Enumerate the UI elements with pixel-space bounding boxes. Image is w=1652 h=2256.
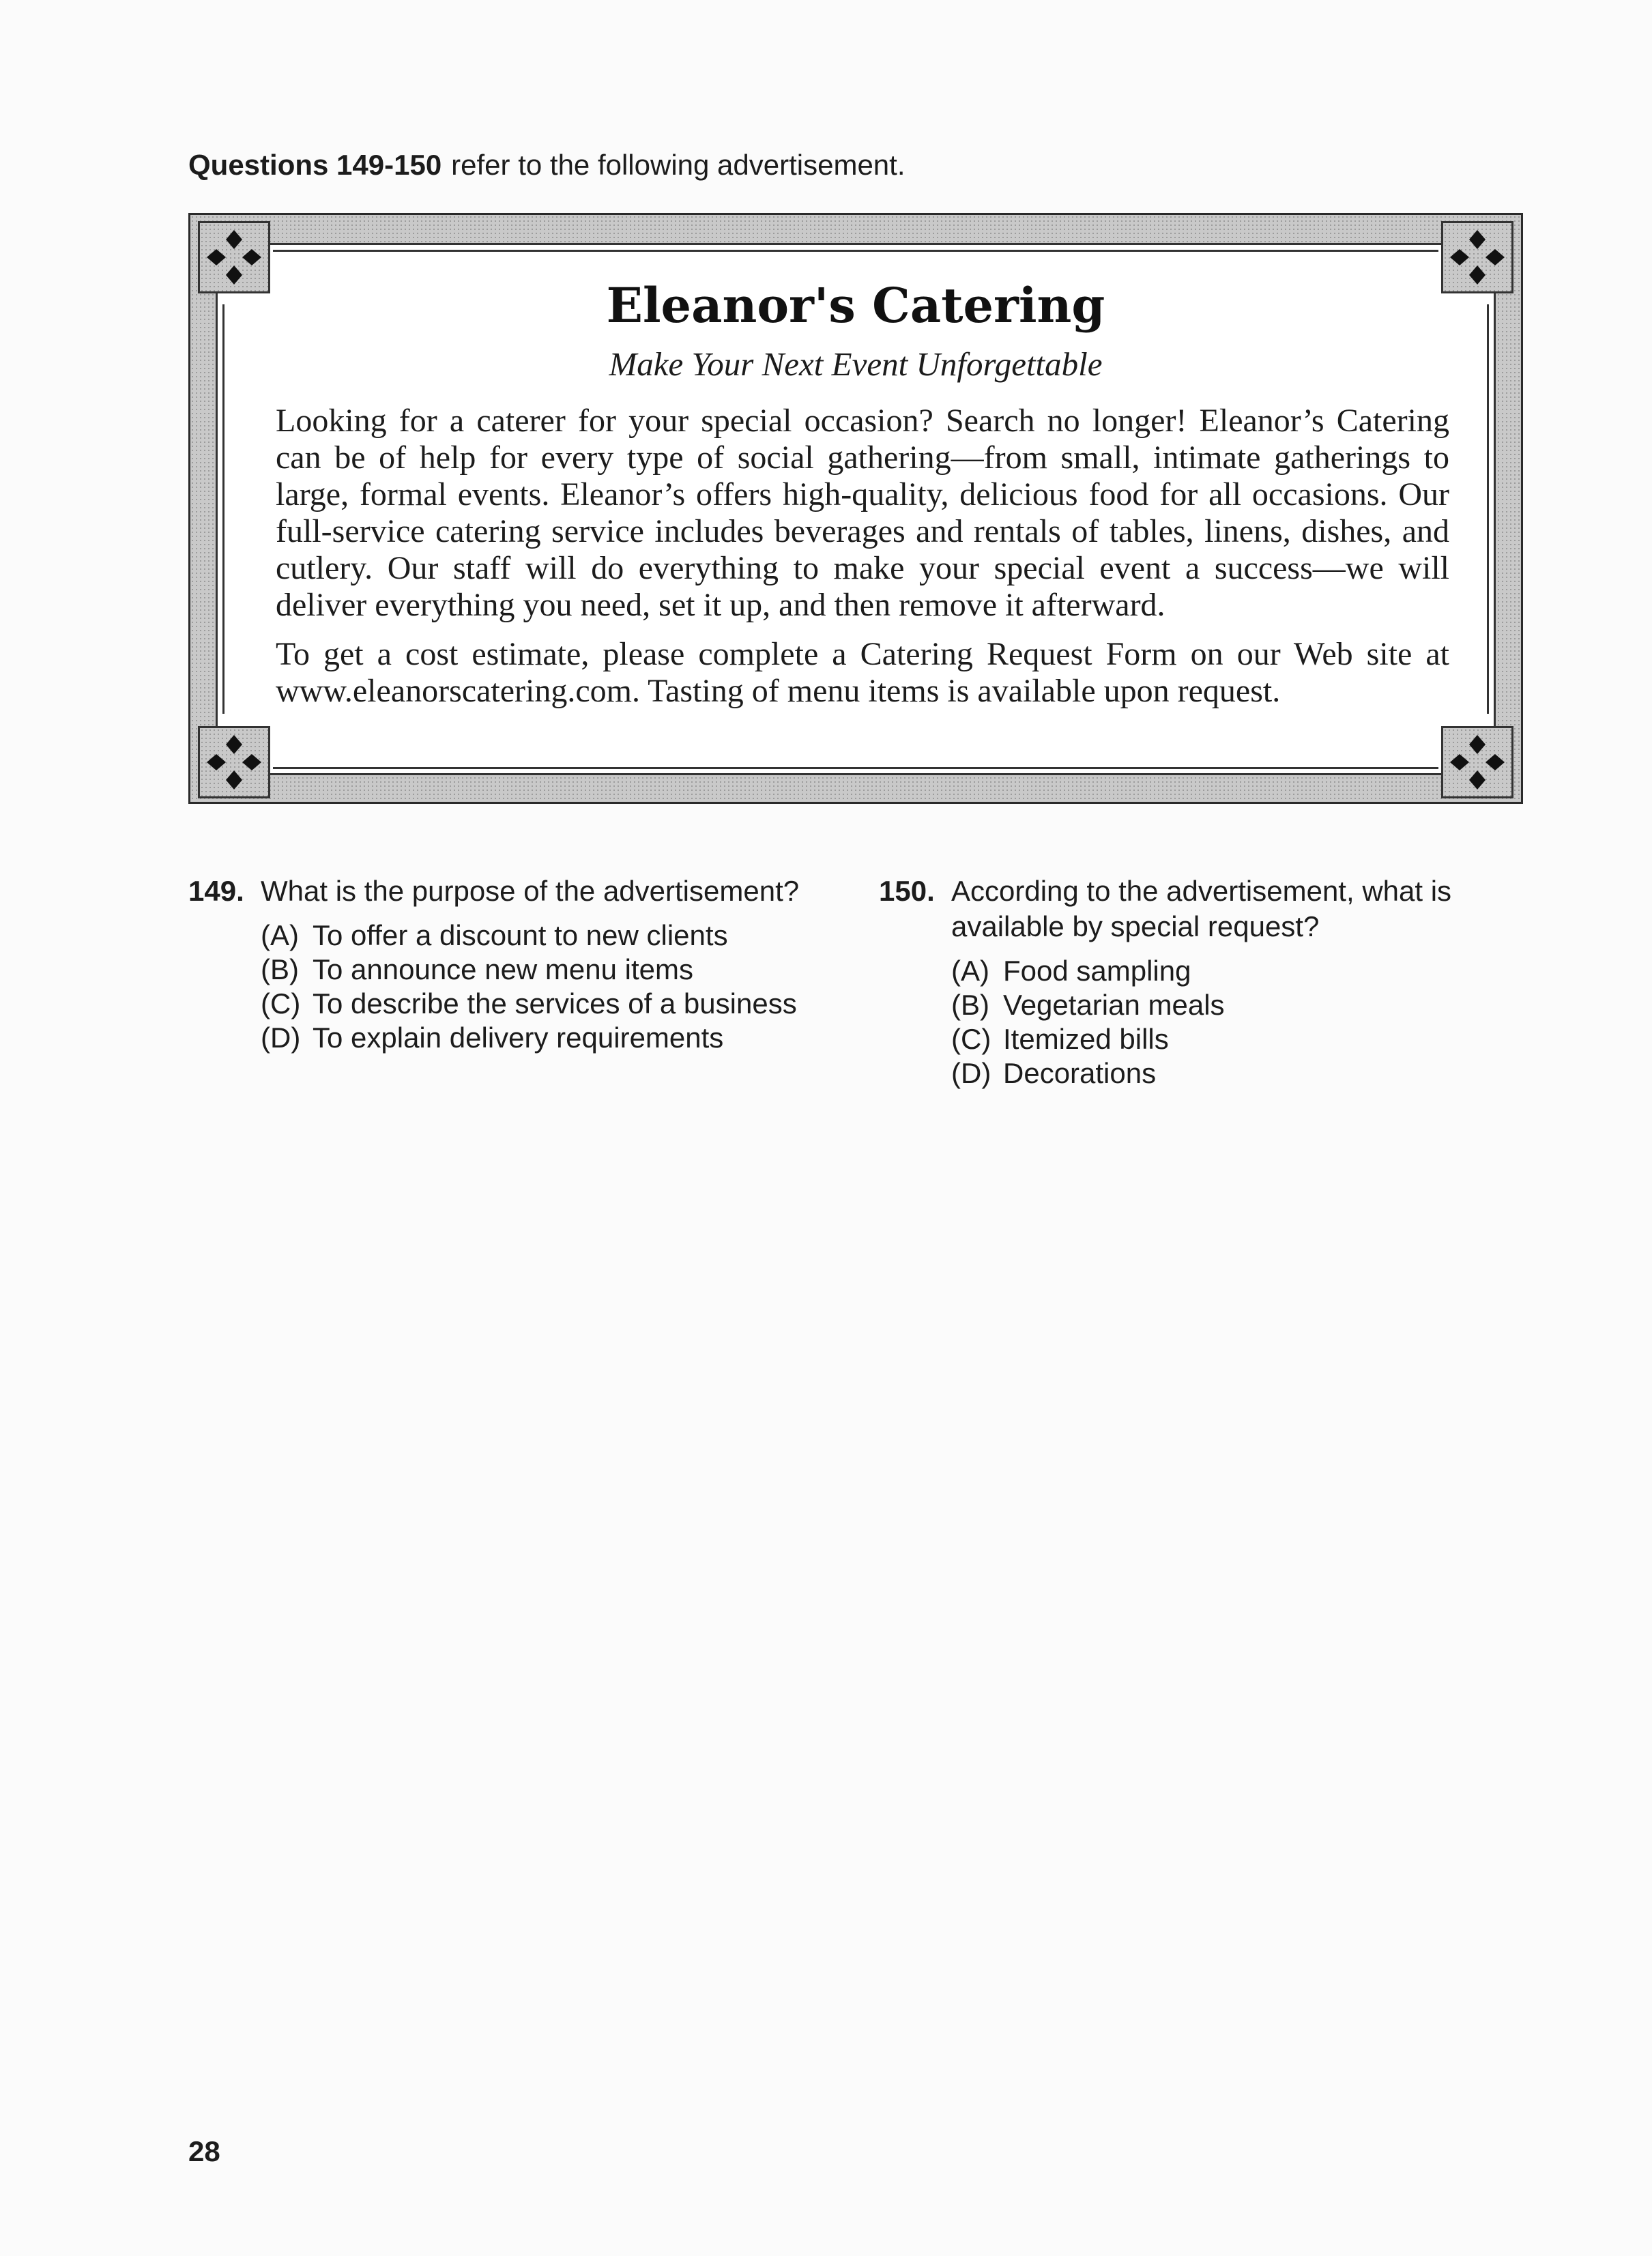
four-diamond-ornament-icon [1449,734,1506,791]
answer-options [951,954,1513,1090]
answer-option-d[interactable] [261,1021,843,1055]
page-number: 28 [188,2135,220,2167]
answer-option-b[interactable] [261,953,843,987]
question-150 [879,873,1513,1090]
question-149 [188,873,843,1055]
questions-intro [188,145,905,186]
option-text: To describe the services of a business [313,987,797,1019]
option-letter: (C) [261,987,301,1019]
option-text: To explain delivery requirements [313,1022,724,1054]
option-text: To announce new menu items [313,953,693,985]
option-letter: (A) [261,919,299,951]
corner-ornament-bottom-right [1441,726,1513,798]
intro-text: refer to the following advertisement. [451,149,905,181]
answer-options [261,919,843,1055]
ad-business-name: Eleanor's Catering [606,277,1105,334]
answer-option-d[interactable] [951,1056,1513,1090]
answer-option-a[interactable] [261,919,843,953]
option-letter: (B) [261,953,299,985]
option-text: Itemized bills [1003,1023,1169,1055]
question-range: Questions 149-150 [188,149,442,181]
four-diamond-ornament-icon [205,734,263,791]
question-text: What is the purpose of the advertisement? [261,875,800,907]
answer-option-a[interactable] [951,954,1513,988]
option-text: Decorations [1003,1057,1157,1089]
frame-rule-top [273,250,1438,252]
option-letter: (D) [261,1022,301,1054]
frame-rule-bottom [273,767,1438,769]
corner-ornament-bottom-left [198,726,270,798]
question-number: 150. [879,875,935,907]
ad-paragraph-1: Looking for a caterer for your special occasion? Search no longer! Eleanor’s Catering can be of help for every type of social gathering—from small, intimate gatherings to large, formal events. Eleanor’s offers high-quality, delicious food for all occasions. Our full-service catering service includes beverages and rentals of tables, linens, dishes, and cutlery. Our staff will do everything to make your special event a success—we will deliver everything you need, set it up, and then remove it afterward. [276,403,1449,623]
option-letter: (C) [951,1023,991,1055]
ad-paragraph-2: To get a cost estimate, please complete a Catering Request Form on our Web site at www.eleanorscatering.com. Tasting of menu items is available upon request. [276,636,1449,709]
question-number: 149. [188,875,244,907]
option-letter: (D) [951,1057,991,1089]
option-text: Food sampling [1003,955,1191,987]
option-letter: (A) [951,955,989,987]
ad-tagline: Make Your Next Event Unforgettable [609,345,1103,383]
option-letter: (B) [951,989,989,1021]
option-text: To offer a discount to new clients [313,919,728,951]
question-text: According to the advertisement, what is available by special request? [951,875,1452,942]
answer-option-c[interactable] [951,1022,1513,1056]
ad-body [276,403,1449,722]
option-text: Vegetarian meals [1003,989,1225,1021]
answer-option-b[interactable] [951,988,1513,1022]
answer-option-c[interactable] [261,987,843,1021]
